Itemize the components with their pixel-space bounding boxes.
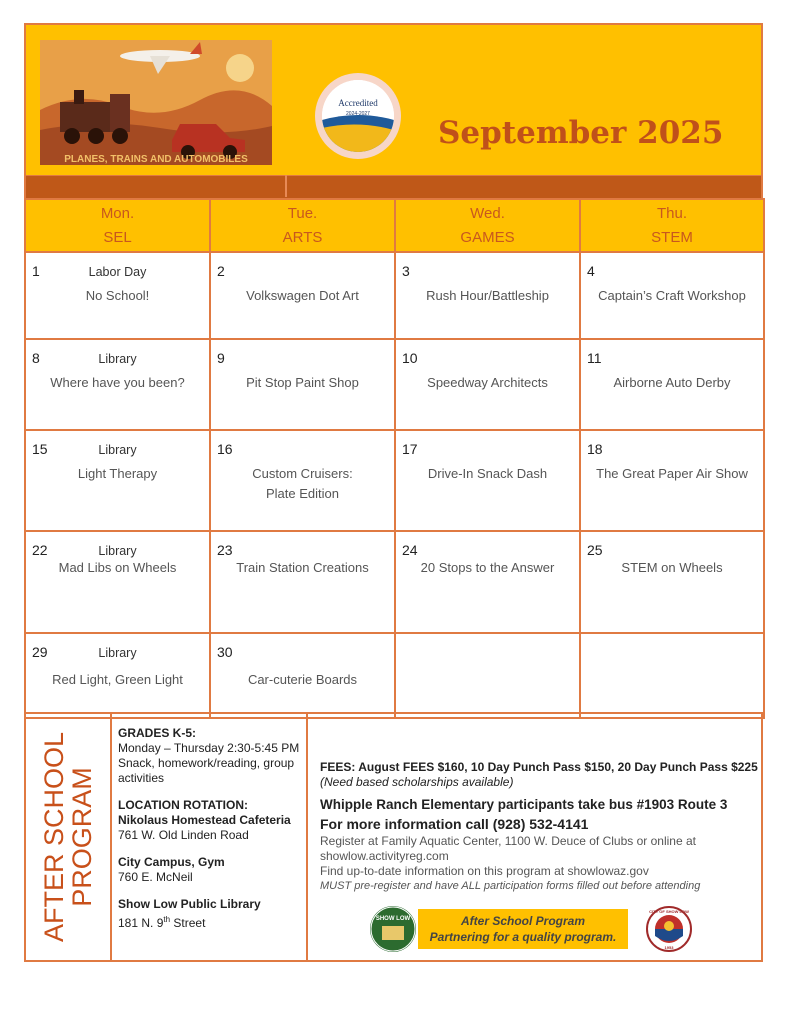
calendar-day-cell (580, 339, 764, 430)
calendar-day-cell (210, 430, 395, 531)
calendar-day-cell (580, 633, 764, 718)
day-number: 8 (32, 350, 40, 366)
location-2-address: 760 E. McNeil (118, 870, 193, 884)
calendar-day-cell (25, 531, 210, 633)
info-link[interactable]: Find up-to-date information on this program at showlowaz.gov (320, 864, 649, 878)
day-activity: Pit Stop Paint Shop (246, 375, 359, 390)
calendar-week-row (25, 252, 764, 339)
partner-banner: After School Program Partnering for a quality program. (418, 909, 628, 949)
day-activity: Car-cuterie Boards (247, 672, 358, 687)
day-activity: Custom Cruisers: Plate Edition (252, 466, 353, 501)
day-number: 25 (587, 542, 603, 558)
day-location-tag: Library (98, 646, 137, 660)
location-3-name: Show Low Public Library (118, 897, 261, 911)
calendar-week-row (25, 633, 764, 718)
city-of-show-low-logo (646, 906, 692, 952)
day-location-tag: Library (98, 544, 137, 558)
planes-trains-automobiles-illustration (40, 40, 272, 165)
day-activity: Rush Hour/Battleship (426, 288, 549, 303)
day-number: 9 (217, 350, 225, 366)
day-location-tag: Library (98, 443, 137, 457)
calendar-header-row (25, 199, 764, 252)
fees-and-registration (314, 714, 760, 960)
banner-text: PLANES, TRAINS AND AUTOMOBILES (64, 154, 248, 165)
column-monday: Mon. SEL (25, 199, 210, 252)
day-number: 17 (402, 441, 418, 457)
day-activity: Captain’s Craft Workshop (598, 288, 746, 303)
column-thursday: Thu. STEM (580, 199, 764, 252)
preregister-note: MUST pre-register and have ALL participation forms filled out before attending (320, 880, 701, 892)
day-number: 4 (587, 263, 595, 279)
day-number: 22 (32, 542, 48, 558)
calendar-day-cell (395, 633, 580, 718)
calendar-day-cell (210, 531, 395, 633)
program-title-column (26, 714, 112, 960)
calendar-week-row (25, 430, 764, 531)
calendar-day-cell (210, 252, 395, 339)
calendar-day-cell (580, 531, 764, 633)
activities-text: Snack, homework/reading, group activities (118, 756, 295, 785)
location-label: LOCATION ROTATION: (118, 798, 248, 812)
day-activity: Speedway Architects (427, 375, 548, 390)
schedule-text: Monday – Thursday 2:30-5:45 PM (118, 741, 300, 755)
location-1-name: Nikolaus Homestead Cafeteria (118, 813, 291, 827)
day-activity: STEM on Wheels (621, 560, 723, 575)
day-activity: Train Station Creations (236, 560, 369, 575)
day-location-tag: Labor Day (88, 265, 147, 279)
program-title: AFTER SCHOOL PROGRAM (39, 731, 97, 943)
grades-label: GRADES K-5: (118, 726, 197, 740)
location-2-name: City Campus, Gym (118, 855, 225, 869)
day-activity: Light Therapy (77, 466, 158, 481)
location-1-address: 761 W. Old Linden Road (118, 828, 249, 842)
location-3-address: 181 N. 9th Street (118, 915, 206, 930)
banner-illustration (40, 40, 272, 165)
header-stripe (26, 175, 761, 198)
day-number: 1 (32, 263, 40, 279)
day-number: 30 (217, 644, 233, 660)
program-details (112, 714, 308, 960)
right-logo-text: CITY OF SHOW LOW (649, 909, 689, 914)
day-activity: Drive-In Snack Dash (427, 466, 548, 481)
calendar-day-cell (25, 633, 210, 718)
day-number: 11 (587, 350, 602, 366)
calendar-day-cell (395, 252, 580, 339)
calendar-day-cell (25, 339, 210, 430)
calendar-day-cell (210, 633, 395, 718)
calendar-day-cell (25, 430, 210, 531)
calendar-day-cell (395, 531, 580, 633)
seal-label: Accredited (338, 98, 378, 108)
column-wednesday: Wed. GAMES (395, 199, 580, 252)
calendar-day-cell (580, 252, 764, 339)
day-activity: Mad Libs on Wheels (58, 560, 177, 575)
calendar-day-cell (395, 339, 580, 430)
day-number: 24 (402, 542, 418, 558)
fees-text: FEES: August FEES $160, 10 Day Punch Pass $150, 20 Day Punch Pass $225 (320, 760, 758, 774)
day-activity: Where have you been? (50, 375, 185, 390)
day-activity: The Great Paper Air Show (596, 466, 748, 481)
left-logo-text: SHOW LOW (375, 916, 411, 922)
day-number: 16 (217, 441, 233, 457)
calendar-week-row (25, 339, 764, 430)
day-activity: No School! (85, 288, 150, 303)
register-info: Register at Family Aquatic Center, 1100 W. Deuce of Clubs or online at showlow.activityreg.com (320, 834, 696, 863)
day-number: 10 (402, 350, 418, 366)
day-number: 2 (217, 263, 225, 279)
accreditation-seal (315, 73, 401, 159)
day-location-tag: Library (98, 352, 137, 366)
show-low-schools-logo (370, 906, 416, 952)
header-stripe-divider (285, 175, 287, 197)
day-activity: Volkswagen Dot Art (246, 288, 359, 303)
day-activity: Airborne Auto Derby (613, 375, 731, 390)
right-logo-year: 1953 (664, 945, 674, 950)
day-number: 23 (217, 542, 233, 558)
calendar-week-row (25, 531, 764, 633)
seal-years: 2024-2027 (346, 111, 370, 117)
calendar-day-cell (210, 339, 395, 430)
bus-info: Whipple Ranch Elementary participants take bus #1903 Route 3 (320, 797, 728, 812)
calendar-day-cell (580, 430, 764, 531)
calendar-grid (24, 198, 765, 719)
day-number: 15 (32, 441, 48, 457)
calendar-day-cell (25, 252, 210, 339)
day-activity: Red Light, Green Light (52, 672, 183, 687)
day-activity: 20 Stops to the Answer (420, 560, 555, 575)
program-info-panel (24, 712, 763, 962)
day-number: 18 (587, 441, 603, 457)
column-tuesday: Tue. ARTS (210, 199, 395, 252)
day-number: 29 (32, 644, 48, 660)
month-title: September 2025 (438, 115, 724, 151)
phone-info: For more information call (928) 532-4141 (320, 816, 589, 832)
sun-icon (226, 54, 254, 82)
header-banner (24, 23, 763, 199)
accredited-seal-icon (322, 80, 394, 152)
scholarship-text: (Need based scholarships available) (320, 775, 514, 789)
day-number: 3 (402, 263, 410, 279)
calendar-day-cell (395, 430, 580, 531)
